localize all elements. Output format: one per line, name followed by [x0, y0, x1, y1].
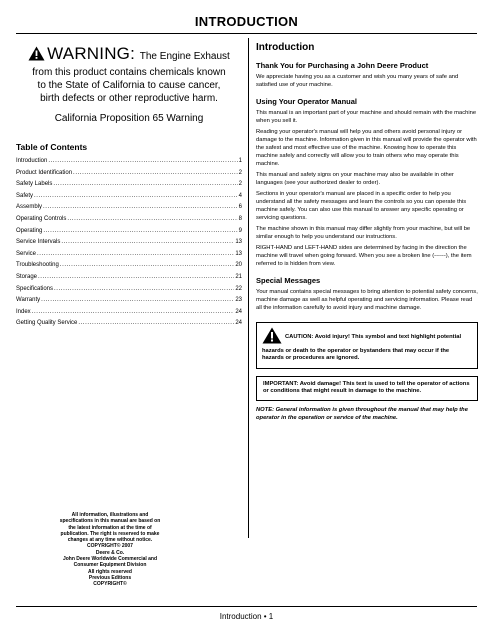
left-column — [16, 40, 242, 330]
toc-dot-leader — [43, 202, 238, 214]
special-messages-heading: Special Messages — [256, 276, 321, 285]
thank-you-paragraph: We appreciate having you as a customer and wish you many years of safe and satisfied use of your machine. — [256, 74, 459, 88]
toc-entry[interactable] — [16, 318, 242, 330]
toc-entry[interactable] — [16, 272, 242, 284]
toc-dot-leader — [38, 272, 234, 284]
toc-entry-label: Warranty — [16, 297, 41, 304]
copyright-line: changes at any time without notice. — [67, 537, 153, 544]
toc-entry-page: 22 — [235, 285, 242, 292]
toc-dot-leader — [43, 226, 237, 238]
note-text: NOTE: General information is given throughout the manual that may help the operator in the operation or service of the machine. — [256, 406, 468, 421]
toc-entry[interactable] — [16, 260, 242, 272]
column-divider — [248, 38, 249, 538]
manual-paragraph: Sections in your operator's manual are placed in a specific order to help you understand all the safety messages and learn the controls so you can operate this machine safely. You can also use this manual to answer any specific operating or servicing questions. — [256, 191, 467, 221]
section-title: Introduction — [256, 42, 315, 53]
toc-entry-label: Specifications — [16, 285, 54, 292]
bottom-rule — [16, 606, 477, 607]
toc-entry[interactable] — [16, 295, 242, 307]
manual-paragraph: This manual is an important part of your machine and should remain with the machine when you sell it. — [256, 110, 477, 124]
caution-triangle-icon — [262, 327, 282, 348]
toc-entry-label: Safety Labels — [16, 181, 53, 188]
toc-entry[interactable] — [16, 214, 242, 226]
manual-paragraph: The machine shown in this manual may differ slightly from your machine, but will be similar enough to help you understand our instructions. — [256, 226, 471, 240]
page-footer: Introduction • 1 — [219, 612, 274, 621]
manual-paragraph: Reading your operator's manual will help you and others avoid personal injury or damage to the machine. Information given in this manual will provide the operator with the safest and most effective use of the machine. Knowing how to operate this machine safely and correctly will allow you to train others who may operate this machine. — [256, 129, 477, 167]
warning-line: to the State of California to cause cancer, — [37, 80, 221, 91]
toc-entry[interactable] — [16, 179, 242, 191]
toc-entry[interactable] — [16, 307, 242, 319]
toc-entry-page: 9 — [238, 227, 242, 234]
copyright-line: All information, illustrations and — [71, 512, 149, 518]
toc-entry-page: 8 — [238, 215, 242, 222]
manual-heading: Using Your Operator Manual — [256, 97, 357, 106]
toc-dot-leader — [41, 295, 234, 307]
toc-entry-label: Operating Controls — [16, 215, 67, 222]
toc-entry-page: 4 — [238, 192, 242, 199]
toc-dot-leader — [78, 318, 234, 330]
toc-entry-label: Getting Quality Service — [16, 320, 78, 327]
important-box — [256, 376, 478, 401]
toc-dot-leader — [53, 179, 237, 191]
thank-you-heading: Thank You for Purchasing a John Deere Product — [256, 61, 429, 70]
toc-dot-leader — [37, 249, 234, 261]
proposition-label: California Proposition 65 Warning — [54, 113, 204, 124]
toc-entry[interactable] — [16, 249, 242, 261]
toc-entry-page: 6 — [238, 204, 242, 211]
toc-dot-leader — [61, 237, 234, 249]
toc-list — [16, 156, 242, 330]
toc-entry-label: Safety — [16, 192, 34, 199]
toc-entry-page: 24 — [235, 320, 242, 327]
toc-entry[interactable] — [16, 191, 242, 203]
toc-entry[interactable] — [16, 226, 242, 238]
toc-entry[interactable] — [16, 156, 242, 168]
toc-dot-leader — [67, 214, 237, 226]
toc-dot-leader — [34, 191, 238, 203]
toc-entry-label: Service — [16, 250, 37, 257]
toc-entry-page: 1 — [238, 158, 242, 164]
toc-entry-page: 23 — [235, 297, 242, 304]
toc-entry-label: Index — [16, 308, 31, 315]
copyright-line: specifications in this manual are based on — [59, 518, 161, 525]
copyright-line: COPYRIGHT© — [93, 581, 127, 588]
important-text: IMPORTANT: Avoid damage! This text is used to tell the operator of actions or conditions that might result in damage to the machine. — [263, 380, 470, 395]
warning-lines — [16, 66, 242, 105]
toc-entry-page: 13 — [235, 239, 242, 246]
warning-lead: The Engine Exhaust — [139, 51, 230, 62]
toc-entry-page: 13 — [235, 250, 242, 257]
toc-entry-page: 2 — [238, 181, 242, 188]
toc-entry-page: 2 — [238, 169, 242, 176]
copyright-line: John Deere Worldwide Commercial and — [62, 556, 158, 563]
copyright-block — [20, 512, 200, 588]
warning-triangle-icon — [28, 46, 45, 65]
toc-heading: Table of Contents — [16, 142, 88, 152]
toc-entry-page: 24 — [235, 308, 242, 315]
toc-dot-leader — [60, 260, 235, 272]
copyright-line: publication. The right is reserved to make — [60, 530, 160, 537]
warning-line: birth defects or other reproductive harm. — [40, 93, 218, 104]
copyright-line: Deere & Co. — [95, 549, 125, 556]
top-rule — [16, 33, 477, 34]
toc-entry[interactable] — [16, 237, 242, 249]
warning-headline — [16, 44, 242, 66]
copyright-line: All rights reserved — [88, 568, 132, 575]
copyright-line: Consumer Equipment Division — [73, 562, 147, 569]
prop65-warning — [16, 40, 242, 124]
toc-entry-label: Introduction — [16, 158, 48, 164]
toc-entry-label: Storage — [16, 273, 38, 280]
toc-dot-leader — [48, 156, 237, 168]
warning-line: from this product contains chemicals known — [32, 67, 226, 78]
toc-entry-label: Operating — [16, 227, 43, 234]
toc-dot-leader — [73, 168, 238, 180]
caution-text: CAUTION: Avoid injury! This symbol and text highlight potential hazards or death to the operator or bystanders that may occur if the hazards or procedures are ignored. — [262, 334, 462, 362]
toc-entry-label: Assembly — [16, 204, 43, 211]
toc-entry[interactable] — [16, 284, 242, 296]
toc-entry-page: 21 — [235, 273, 242, 280]
toc-entry-label: Product Identification — [16, 169, 73, 176]
manual-paragraph: This manual and safety signs on your machine may also be available in other languages (see your authorized dealer to order). — [256, 172, 454, 186]
copyright-line: Previous Editions — [88, 574, 132, 581]
right-column — [256, 40, 478, 422]
toc-entry[interactable] — [16, 168, 242, 180]
toc-dot-leader — [32, 307, 235, 319]
warning-word: WARNING: — [47, 44, 136, 63]
copyright-line: COPYRIGHT© 2007 — [87, 543, 133, 550]
manual-paragraph: RIGHT-HAND and LEFT-HAND sides are determined by facing in the direction the machine will travel when going forward. When you see a broken line (------), the item referred to is hidden from view. — [256, 245, 472, 267]
caution-box — [256, 322, 478, 369]
copyright-line: the latest information at the time of — [68, 524, 152, 531]
toc-dot-leader — [54, 284, 234, 296]
special-messages-paragraph: Your manual contains special messages to bring attention to potential safety concerns, machine damage as well as helpful operating and servicing information. Please read all the information carefully to avoid injury and machine damage. — [256, 289, 478, 311]
toc-entry-label: Service Intervals — [16, 239, 61, 246]
page-title: INTRODUCTION — [194, 14, 299, 29]
toc-entry-page: 20 — [235, 262, 242, 269]
toc-entry-label: Troubleshooting — [16, 262, 59, 269]
toc-entry[interactable] — [16, 202, 242, 214]
